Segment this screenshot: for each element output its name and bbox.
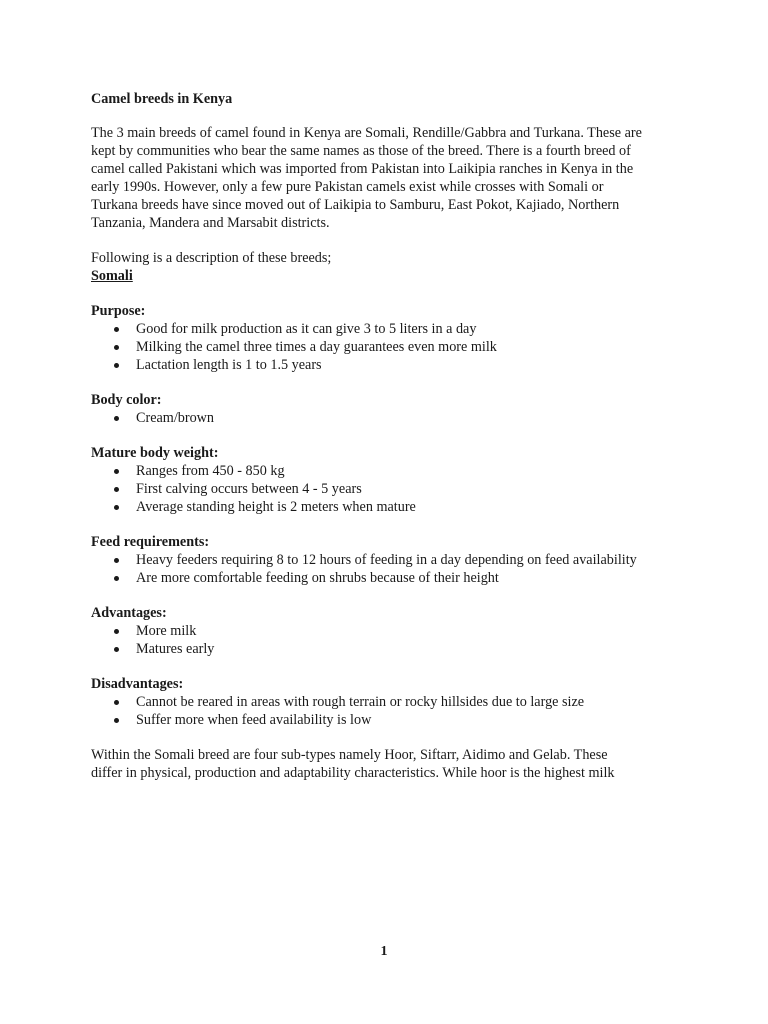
bullet-icon [114, 469, 119, 474]
bullet-icon [114, 558, 119, 563]
following-text: Following is a description of these breeds; [91, 250, 332, 266]
bullet-icon [114, 647, 119, 652]
body-color-list [91, 409, 691, 427]
section-heading-body-color: Body color: [91, 392, 162, 408]
section-heading-feed-requirements: Feed requirements: [91, 534, 210, 550]
bullet-icon [114, 576, 119, 581]
list-item: Cannot be reared in areas with rough terrain or rocky hillsides due to large size [91, 693, 691, 711]
document-title: Camel breeds in Kenya [91, 91, 233, 107]
bullet-icon [114, 487, 119, 492]
document-page [91, 90, 691, 782]
closing-line: Within the Somali breed are four sub-types namely Hoor, Siftarr, Aidimo and Gelab. These [91, 747, 608, 763]
list-item: Suffer more when feed availability is low [91, 711, 691, 729]
feed-requirements-list [91, 551, 691, 587]
breed-name-somali: Somali [91, 268, 133, 284]
list-item: Milking the camel three times a day guarantees even more milk [91, 338, 691, 356]
section-heading-purpose: Purpose: [91, 303, 146, 319]
bullet-icon [114, 505, 119, 510]
bullet-icon [114, 416, 119, 421]
bullet-icon [114, 629, 119, 634]
list-item: First calving occurs between 4 - 5 years [91, 480, 691, 498]
closing-line: differ in physical, production and adaptability characteristics. While hoor is the highest milk [91, 765, 615, 781]
closing-paragraph [91, 746, 691, 782]
page-number: 1 [380, 944, 388, 959]
intro-line: camel called Pakistani which was imported from Pakistan into Laikipia ranches in Kenya in the [91, 161, 634, 177]
list-item: Matures early [91, 640, 691, 658]
bullet-icon [114, 345, 119, 350]
section-heading-mature-body-weight: Mature body weight: [91, 445, 219, 461]
section-heading-advantages: Advantages: [91, 605, 167, 621]
bullet-icon [114, 327, 119, 332]
section-heading-disadvantages: Disadvantages: [91, 676, 184, 692]
purpose-list [91, 320, 691, 374]
bullet-icon [114, 718, 119, 723]
intro-line: The 3 main breeds of camel found in Kenya are Somali, Rendille/Gabbra and Turkana. These are [91, 125, 642, 141]
bullet-icon [114, 363, 119, 368]
intro-line: Turkana breeds have since moved out of Laikipia to Samburu, East Pokot, Kajiado, Northern [91, 197, 620, 213]
intro-line: kept by communities who bear the same names as those of the breed. There is a fourth breed of [91, 143, 631, 159]
disadvantages-list [91, 693, 691, 729]
list-item: Ranges from 450 - 850 kg [91, 462, 691, 480]
list-item: Are more comfortable feeding on shrubs because of their height [91, 569, 691, 587]
list-item: Heavy feeders requiring 8 to 12 hours of feeding in a day depending on feed availability [91, 551, 691, 569]
bullet-icon [114, 700, 119, 705]
intro-line: early 1990s. However, only a few pure Pakistan camels exist while crosses with Somali or [91, 179, 604, 195]
list-item: Cream/brown [91, 409, 691, 427]
mature-body-weight-list [91, 462, 691, 516]
list-item: Average standing height is 2 meters when mature [91, 498, 691, 516]
list-item: Good for milk production as it can give 3 to 5 liters in a day [91, 320, 691, 338]
list-item: More milk [91, 622, 691, 640]
intro-paragraph [91, 124, 691, 232]
intro-line: Tanzania, Mandera and Marsabit districts. [91, 215, 330, 231]
list-item: Lactation length is 1 to 1.5 years [91, 356, 691, 374]
advantages-list [91, 622, 691, 658]
